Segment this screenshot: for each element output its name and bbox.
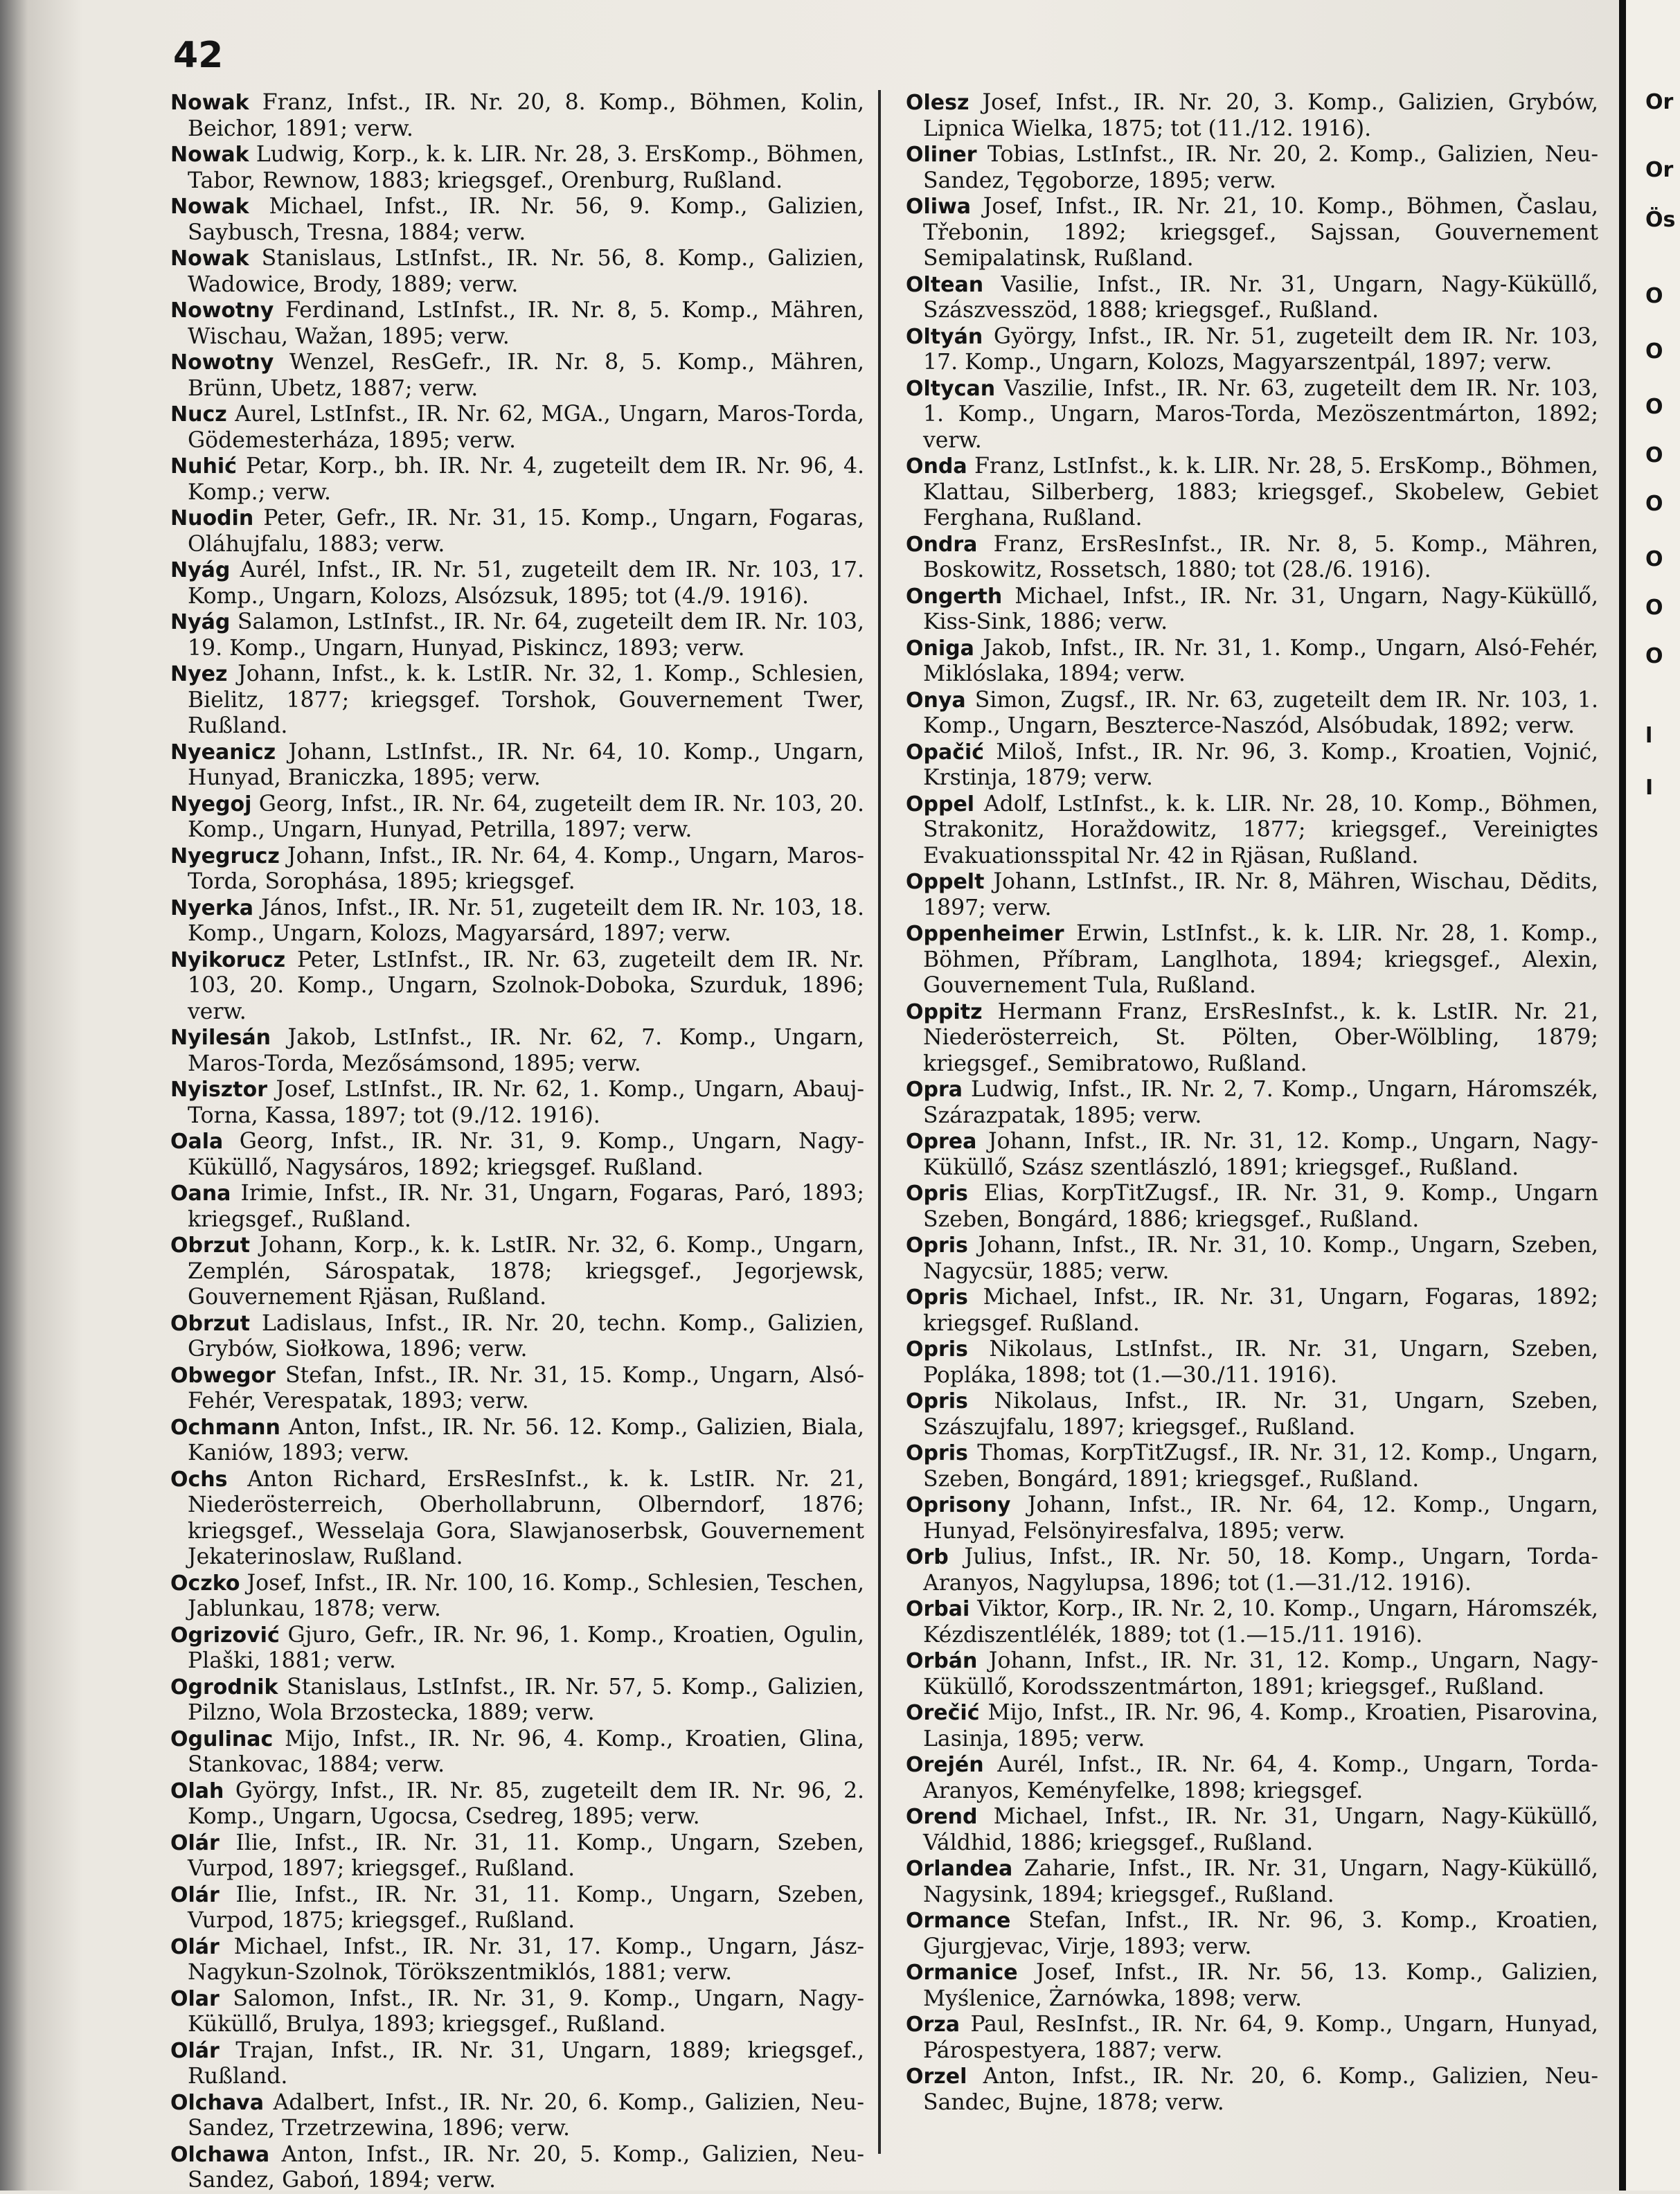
entry-details: Salomon, Infst., IR. Nr. 31, 9. Komp., Ungarn, Nagy-Küküllő, Brulya, 1893; kriegsgef., Rußland.	[188, 1986, 864, 2037]
adjacent-page-edge	[1626, 0, 1680, 2191]
register-entry	[906, 142, 1598, 194]
entry-surname: Nyegoj	[170, 792, 252, 817]
register-entry	[906, 584, 1598, 636]
entry-surname: Ongerth	[906, 584, 1003, 609]
register-entry	[170, 2090, 864, 2142]
entry-details: Johann, Korp., k. k. LstIR. Nr. 32, 6. Komp., Ungarn, Zemplén, Sárospatak, 1878; kriegsgef., Jegorjewsk, Gouvernement Rjäsan, Rußland.	[188, 1233, 864, 1310]
entry-surname: Orend	[906, 1805, 978, 1829]
register-entry	[170, 1727, 864, 1778]
entry-surname: Nyág	[170, 610, 231, 634]
entry-surname: Nowotny	[170, 350, 274, 375]
entry-details: Aurél, Infst., IR. Nr. 51, zugeteilt dem IR. Nr. 103, 17. Komp., Ungarn, Kolozs, Alsózsuk, 1895; tot (4./9. 1916).	[188, 558, 864, 609]
column-divider	[878, 90, 881, 2154]
register-entry	[170, 1571, 864, 1623]
register-entry	[906, 792, 1598, 870]
register-entry	[170, 1467, 864, 1571]
entry-details: György, Infst., IR. Nr. 51, zugeteilt dem IR. Nr. 103, 17. Komp., Ungarn, Kolozs, Magyarszentpál, 1897; verw.	[923, 323, 1598, 375]
adjacent-page-stub: O	[1645, 596, 1663, 620]
register-entry	[906, 1285, 1598, 1337]
entry-surname: Nowotny	[170, 298, 274, 323]
right-column	[906, 90, 1598, 2116]
register-entry	[170, 661, 864, 740]
entry-surname: Onya	[906, 688, 966, 713]
entry-details: Stefan, Infst., IR. Nr. 96, 3. Komp., Kroatien, Gjurgjevac, Virje, 1893; verw.	[923, 1908, 1598, 1959]
register-entry	[906, 921, 1598, 999]
entry-details: Stanislaus, LstInfst., IR. Nr. 57, 5. Komp., Galizien, Pilzno, Wola Brzostecka, 1889; verw.	[188, 1674, 864, 1725]
entry-details: Anton, Infst., IR. Nr. 56. 12. Komp., Galizien, Biala, Kaniów, 1893; verw.	[188, 1414, 864, 1465]
entry-details: Salamon, LstInfst., IR. Nr. 64, zugeteilt dem IR. Nr. 103, 19. Komp., Ungarn, Hunyad, Piskincz, 1893; verw.	[188, 609, 864, 661]
register-entry	[906, 1960, 1598, 2012]
register-entry	[170, 1181, 864, 1233]
entry-details: Irimie, Infst., IR. Nr. 31, Ungarn, Fogaras, Paró, 1893; kriegsgef., Rußland.	[188, 1181, 864, 1232]
entry-details: Johann, LstInfst., IR. Nr. 64, 10. Komp., Ungarn, Hunyad, Braniczka, 1895; verw.	[188, 739, 864, 790]
entry-surname: Nucz	[170, 402, 227, 427]
adjacent-page-stub: O	[1645, 492, 1663, 516]
entry-surname: Orzel	[906, 2064, 967, 2089]
entry-surname: Olchava	[170, 2090, 264, 2115]
entry-details: Ferdinand, LstInfst., IR. Nr. 8, 5. Komp., Mähren, Wischau, Wažan, 1895; verw.	[188, 298, 864, 349]
entry-surname: Opris	[906, 1233, 968, 1258]
entry-surname: Olchawa	[170, 2142, 270, 2167]
entry-details: Anton Richard, ErsResInfst., k. k. LstIR. Nr. 21, Niederösterreich, Oberhollabrunn, Olberndorf, 1876; kriegsgef., Wesselaja Gora, Slawjanoserbsk, Gouvernement Jekaterinoslaw, Rußland.	[188, 1466, 864, 1569]
entry-details: Ilie, Infst., IR. Nr. 31, 11. Komp., Ungarn, Szeben, Vurpod, 1875; kriegsgef., Rußland.	[188, 1882, 864, 1933]
adjacent-page-stub: l	[1645, 724, 1653, 748]
entry-details: Josef, Infst., IR. Nr. 100, 16. Komp., Schlesien, Teschen, Jablunkau, 1878; verw.	[188, 1570, 864, 1621]
register-entry	[906, 636, 1598, 688]
entry-details: Nikolaus, Infst., IR. Nr. 31, Ungarn, Szeben, Szászujfalu, 1897; kriegsgef., Rußland.	[923, 1389, 1598, 1440]
entry-surname: Oltycan	[906, 376, 996, 401]
entry-surname: Opris	[906, 1441, 968, 1465]
entry-details: Mijo, Infst., IR. Nr. 96, 4. Komp., Kroatien, Glina, Stankovac, 1884; verw.	[188, 1726, 864, 1777]
entry-details: Anton, Infst., IR. Nr. 20, 5. Komp., Galizien, Neu-Sandez, Gaboń, 1894; verw.	[188, 2141, 864, 2193]
register-entry	[906, 324, 1598, 376]
entry-surname: Oliwa	[906, 195, 972, 219]
register-entry	[170, 402, 864, 454]
entry-details: Aurel, LstInfst., IR. Nr. 62, MGA., Ungarn, Maros-Torda, Gödemesterháza, 1895; verw.	[188, 402, 864, 453]
register-entry	[170, 609, 864, 661]
register-entry	[906, 869, 1598, 921]
register-entry	[170, 1077, 864, 1129]
register-entry	[170, 844, 864, 895]
register-entry	[906, 1544, 1598, 1596]
entry-details: Stanislaus, LstInfst., IR. Nr. 56, 8. Komp., Galizien, Wadowice, Brody, 1889; verw.	[188, 246, 864, 297]
entry-surname: Nowak	[170, 91, 249, 115]
entry-details: Jakob, LstInfst., IR. Nr. 62, 7. Komp., Ungarn, Maros-Torda, Mezősámsond, 1895; verw.	[188, 1025, 864, 1076]
entry-surname: Ogrizović	[170, 1623, 280, 1648]
register-entry	[906, 194, 1598, 272]
register-entry	[906, 1077, 1598, 1129]
entry-surname: Obrzut	[170, 1311, 250, 1336]
register-entry	[906, 454, 1598, 532]
register-entry	[170, 1363, 864, 1415]
entry-details: Mijo, Infst., IR. Nr. 96, 4. Komp., Kroatien, Pisarovina, Lasinja, 1895; verw.	[923, 1700, 1598, 1751]
register-entry	[906, 376, 1598, 454]
entry-details: Ludwig, Korp., k. k. LIR. Nr. 28, 3. ErsKomp., Böhmen, Tabor, Rewnow, 1883; kriegsgef., Orenburg, Rußland.	[188, 142, 864, 193]
register-entry	[906, 1804, 1598, 1856]
register-entry	[170, 1415, 864, 1467]
entry-surname: Olesz	[906, 91, 969, 115]
page-number: 42	[173, 35, 224, 76]
register-entry	[170, 1675, 864, 1727]
register-entry	[906, 272, 1598, 324]
entry-details: Ilie, Infst., IR. Nr. 31, 11. Komp., Ungarn, Szeben, Vurpod, 1897; kriegsgef., Rußland.	[188, 1830, 864, 1881]
register-entry	[906, 1856, 1598, 1908]
entry-surname: Nyilesán	[170, 1026, 271, 1050]
register-entry	[906, 1648, 1598, 1700]
entry-surname: Opris	[906, 1389, 968, 1413]
register-entry	[170, 947, 864, 1026]
register-entry	[170, 2038, 864, 2090]
entry-surname: Nyegrucz	[170, 844, 280, 868]
entry-details: Nikolaus, LstInfst., IR. Nr. 31, Ungarn, Szeben, Popláka, 1898; tot (1.—30./11. 1916).	[923, 1337, 1598, 1388]
entry-details: Miloš, Infst., IR. Nr. 96, 3. Komp., Kroatien, Vojnić, Krstinja, 1879; verw.	[923, 739, 1598, 790]
adjacent-page-stub: O	[1645, 284, 1663, 308]
entry-details: Michael, Infst., IR. Nr. 31, 17. Komp., Ungarn, Jász-Nagykun-Szolnok, Törökszentmiklós, 1881; verw.	[188, 1934, 864, 1985]
entry-details: Tobias, LstInfst., IR. Nr. 20, 2. Komp., Galizien, Neu-Sandez, Tęgoborze, 1895; verw.	[923, 142, 1598, 193]
register-entry	[170, 506, 864, 558]
entry-surname: Ochs	[170, 1467, 228, 1492]
entry-surname: Nuodin	[170, 506, 254, 530]
entry-surname: Opra	[906, 1078, 963, 1102]
entry-details: Franz, ErsResInfst., IR. Nr. 8, 5. Komp., Mähren, Boskowitz, Rossetsch, 1880; tot (28./6. 1916).	[923, 531, 1598, 582]
entry-details: Michael, Infst., IR. Nr. 31, Ungarn, Fogaras, 1892; kriegsgef. Rußland.	[923, 1285, 1598, 1336]
register-entry	[170, 558, 864, 609]
entry-surname: Oppelt	[906, 870, 985, 894]
entry-details: Julius, Infst., IR. Nr. 50, 18. Komp., Ungarn, Torda-Aranyos, Nagylupsa, 1896; tot (1.—31./12. 1916).	[923, 1544, 1598, 1596]
register-entry	[170, 90, 864, 142]
entry-details: Elias, KorpTitZugsf., IR. Nr. 31, 9. Komp., Ungarn Szeben, Bongárd, 1886; kriegsgef., Rußland.	[923, 1181, 1598, 1232]
entry-surname: Oczko	[170, 1571, 240, 1596]
entry-surname: Ogulinac	[170, 1727, 274, 1751]
entry-details: Johann, Infst., IR. Nr. 31, 12. Komp., Ungarn, Nagy-Küküllő, Korodsszentmárton, 1891; kriegsgef., Rußland.	[923, 1648, 1598, 1700]
entry-surname: Opačić	[906, 740, 985, 765]
register-entry	[170, 298, 864, 350]
register-entry	[170, 895, 864, 947]
register-entry	[170, 1986, 864, 2038]
entry-details: Johann, Infst., IR. Nr. 64, 12. Komp., Ungarn, Hunyad, Felsönyiresfalva, 1895; verw.	[923, 1492, 1598, 1544]
entry-surname: Oniga	[906, 636, 974, 661]
entry-details: Thomas, KorpTitZugsf., IR. Nr. 31, 12. Komp., Ungarn, Szeben, Bongárd, 1891; kriegsgef., Rußland.	[923, 1441, 1598, 1492]
register-entry	[170, 1934, 864, 1986]
entry-details: Adalbert, Infst., IR. Nr. 20, 6. Komp., Galizien, Neu-Sandez, Trzetrzewina, 1896; verw.	[188, 2089, 864, 2141]
register-entry	[906, 1441, 1598, 1492]
entry-surname: Nowak	[170, 143, 249, 167]
entry-surname: Nyez	[170, 662, 228, 686]
register-entry	[906, 740, 1598, 792]
entry-details: Gjuro, Gefr., IR. Nr. 96, 1. Komp., Kroatien, Ogulin, Plaški, 1881; verw.	[188, 1622, 864, 1673]
entry-details: Johann, LstInfst., IR. Nr. 8, Mähren, Wischau, Dĕdits, 1897; verw.	[923, 869, 1598, 920]
entry-surname: Oliner	[906, 143, 977, 167]
register-entry	[170, 2142, 864, 2194]
adjacent-page-stub: O	[1645, 395, 1663, 419]
entry-details: Petar, Korp., bh. IR. Nr. 4, zugeteilt dem IR. Nr. 96, 4. Komp.; verw.	[188, 454, 864, 505]
entry-surname: Orb	[906, 1545, 949, 1569]
entry-details: Franz, LstInfst., k. k. LIR. Nr. 28, 5. ErsKomp., Böhmen, Klattau, Silberberg, 1883; kriegsgef., Skobelew, Gebiet Ferghana, Rußland.	[923, 454, 1598, 530]
register-entry	[170, 1623, 864, 1675]
register-entry	[906, 1596, 1598, 1648]
register-entry	[906, 999, 1598, 1078]
register-entry	[170, 1233, 864, 1311]
adjacent-page-stub: I	[1645, 776, 1654, 800]
entry-surname: Orlandea	[906, 1857, 1013, 1881]
entry-details: Johann, Infst., k. k. LstIR. Nr. 32, 1. Komp., Schlesien, Bielitz, 1877; kriegsgef. Torshok, Gouvernement Twer, Rußland.	[188, 661, 864, 738]
entry-details: Simon, Zugsf., IR. Nr. 63, zugeteilt dem IR. Nr. 103, 1. Komp., Ungarn, Beszterce-Naszód, Alsóbudak, 1892; verw.	[923, 687, 1598, 738]
entry-surname: Oprisony	[906, 1493, 1011, 1517]
register-entry	[170, 1882, 864, 1934]
adjacent-page-stub: Ös	[1645, 208, 1676, 232]
entry-details: Michael, Infst., IR. Nr. 31, Ungarn, Nagy-Küküllő, Kiss-Sink, 1886; verw.	[923, 583, 1598, 634]
entry-surname: Olár	[170, 1830, 220, 1855]
register-entry	[906, 2064, 1598, 2116]
entry-surname: Oala	[170, 1130, 224, 1154]
register-entry	[906, 1389, 1598, 1441]
entry-surname: Oppel	[906, 792, 975, 817]
register-entry	[906, 1700, 1598, 1752]
register-entry	[170, 246, 864, 298]
register-entry	[906, 1129, 1598, 1181]
adjacent-page-stub: O	[1645, 443, 1663, 467]
entry-surname: Ogrodnik	[170, 1675, 278, 1700]
entry-details: Ludwig, Infst., IR. Nr. 2, 7. Komp., Ungarn, Háromszék, Szárazpatak, 1895; verw.	[923, 1077, 1598, 1128]
entry-surname: Olah	[170, 1778, 224, 1803]
entry-details: Stefan, Infst., IR. Nr. 31, 15. Komp., Ungarn, Alsó-Fehér, Verespatak, 1893; verw.	[188, 1362, 864, 1413]
entry-details: Anton, Infst., IR. Nr. 20, 6. Komp., Galizien, Neu-Sandec, Bujne, 1878; verw.	[923, 2064, 1598, 2115]
entry-details: Viktor, Korp., IR. Nr. 2, 10. Komp., Ungarn, Háromszék, Kézdiszentlélék, 1889; tot (1.—15./11. 1916).	[923, 1596, 1598, 1648]
entry-details: Ladislaus, Infst., IR. Nr. 20, techn. Komp., Galizien, Grybów, Siołkowa, 1896; verw.	[188, 1310, 864, 1362]
adjacent-page-stub: O	[1645, 339, 1663, 364]
register-entry	[170, 454, 864, 506]
entry-details: Josef, Infst., IR. Nr. 56, 13. Komp., Galizien, Myślenice, Żarnówka, 1898; verw.	[923, 1960, 1598, 2011]
entry-surname: Orbai	[906, 1597, 970, 1621]
register-entry	[170, 1830, 864, 1882]
entry-surname: Opris	[906, 1337, 968, 1362]
entry-surname: Nyeanicz	[170, 740, 276, 765]
adjacent-page-stub: O	[1645, 547, 1663, 571]
register-entry	[906, 532, 1598, 584]
entry-details: Trajan, Infst., IR. Nr. 31, Ungarn, 1889; kriegsgef., Rußland.	[188, 2037, 864, 2089]
register-entry	[170, 1025, 864, 1077]
entry-details: Zaharie, Infst., IR. Nr. 31, Ungarn, Nagy-Küküllő, Nagysink, 1894; kriegsgef., Rußland.	[923, 1856, 1598, 1907]
register-entry	[906, 90, 1598, 142]
entry-surname: Obrzut	[170, 1233, 250, 1258]
entry-details: Wenzel, ResGefr., IR. Nr. 8, 5. Komp., Mähren, Brünn, Ubetz, 1887; verw.	[188, 350, 864, 401]
left-column	[170, 90, 864, 2194]
entry-surname: Nuhić	[170, 454, 237, 479]
entry-surname: Nowak	[170, 195, 249, 219]
entry-details: Peter, Gefr., IR. Nr. 31, 15. Komp., Ungarn, Fogaras, Oláhujfalu, 1883; verw.	[188, 506, 864, 557]
entry-details: Georg, Infst., IR. Nr. 64, zugeteilt dem IR. Nr. 103, 20. Komp., Ungarn, Hunyad, Petrilla, 1897; verw.	[188, 791, 864, 842]
register-entry	[906, 1233, 1598, 1285]
entry-surname: Olár	[170, 1882, 220, 1907]
entry-surname: Ondra	[906, 532, 978, 557]
entry-surname: Ormance	[906, 1909, 1011, 1933]
register-entry	[170, 792, 864, 844]
entry-details: Michael, Infst., IR. Nr. 56, 9. Komp., Galizien, Saybusch, Tresna, 1884; verw.	[188, 194, 864, 245]
entry-surname: Nyisztor	[170, 1078, 268, 1102]
register-entry	[170, 1129, 864, 1181]
register-entry	[170, 142, 864, 194]
entry-surname: Oprea	[906, 1130, 977, 1154]
entry-surname: Nyág	[170, 558, 231, 582]
entry-surname: Nowak	[170, 247, 249, 271]
register-entry	[906, 1752, 1598, 1804]
entry-details: Vasilie, Infst., IR. Nr. 31, Ungarn, Nagy-Küküllő, Szászvesszöd, 1888; kriegsgef., Rußland.	[923, 271, 1598, 323]
entry-details: Michael, Infst., IR. Nr. 31, Ungarn, Nagy-Küküllő, Váldhid, 1886; kriegsgef., Rußland.	[923, 1804, 1598, 1855]
register-entry	[906, 1908, 1598, 1960]
entry-surname: Obwegor	[170, 1363, 276, 1388]
entry-details: Josef, LstInfst., IR. Nr. 62, 1. Komp., Ungarn, Abauj-Torna, Kassa, 1897; tot (9./12. 1916).	[188, 1077, 864, 1128]
entry-surname: Orza	[906, 2013, 960, 2037]
entry-surname: Opris	[906, 1285, 968, 1310]
entry-details: Erwin, LstInfst., k. k. LIR. Nr. 28, 1. Komp., Böhmen, Příbram, Langlhota, 1894; kriegsgef., Alexin, Gouvernement Tula, Rußland.	[923, 921, 1598, 998]
entry-details: Franz, Infst., IR. Nr. 20, 8. Komp., Böhmen, Kolin, Beichor, 1891; verw.	[188, 90, 864, 141]
entry-surname: Olár	[170, 1934, 220, 1959]
entry-surname: Nyerka	[170, 895, 253, 920]
entry-surname: Oppenheimer	[906, 922, 1064, 946]
register-entry	[170, 194, 864, 246]
entry-details: Peter, LstInfst., IR. Nr. 63, zugeteilt dem IR. Nr. 103, 20. Komp., Ungarn, Szolnok-Doboka, Szurduk, 1896; verw.	[188, 947, 864, 1024]
entry-surname: Olar	[170, 1986, 220, 2011]
entry-details: Jakob, Infst., IR. Nr. 31, 1. Komp., Ungarn, Alsó-Fehér, Miklóslaka, 1894; verw.	[923, 635, 1598, 686]
register-entry	[170, 1311, 864, 1363]
entry-details: Adolf, LstInfst., k. k. LIR. Nr. 28, 10. Komp., Böhmen, Strakonitz, Horaždowitz, 1877; kriegsgef., Vereinigtes Evakuationsspital Nr. 42 in Rjäsan, Rußland.	[923, 791, 1598, 868]
entry-surname: Oltean	[906, 272, 984, 297]
entry-details: Johann, Infst., IR. Nr. 31, 12. Komp., Ungarn, Nagy-Küküllő, Szász szentlászló, 1891; kriegsgef., Rußland.	[923, 1129, 1598, 1180]
entry-details: Johann, Infst., IR. Nr. 31, 10. Komp., Ungarn, Szeben, Nagycsür, 1885; verw.	[923, 1233, 1598, 1284]
entry-details: Vaszilie, Infst., IR. Nr. 63, zugeteilt dem IR. Nr. 103, 1. Komp., Ungarn, Maros-Torda, Mezöszentmárton, 1892; verw.	[923, 375, 1598, 453]
entry-details: Hermann Franz, ErsResInfst., k. k. LstIR. Nr. 21, Niederösterreich, St. Pölten, Ober-Wölbling, 1879; kriegsgef., Semibratowo, Rußland.	[923, 999, 1598, 1076]
entry-details: János, Infst., IR. Nr. 51, zugeteilt dem IR. Nr. 103, 18. Komp., Ungarn, Kolozs, Magyarsárd, 1897; verw.	[188, 895, 864, 946]
entry-details: Georg, Infst., IR. Nr. 31, 9. Komp., Ungarn, Nagy-Küküllő, Nagysáros, 1892; kriegsgef. Rußland.	[188, 1129, 864, 1180]
entry-details: Josef, Infst., IR. Nr. 20, 3. Komp., Galizien, Grybów, Lipnica Wielka, 1875; tot (11./12. 1916).	[923, 90, 1598, 141]
entry-surname: Orečić	[906, 1701, 980, 1725]
adjacent-page-stub: O	[1645, 644, 1663, 668]
register-entry	[170, 1778, 864, 1830]
register-entry	[170, 350, 864, 402]
entry-details: Johann, Infst., IR. Nr. 64, 4. Komp., Ungarn, Maros-Torda, Sorophása, 1895; kriegsgef.	[188, 843, 864, 894]
entry-details: Josef, Infst., IR. Nr. 21, 10. Komp., Böhmen, Časlau, Třebonin, 1892; kriegsgef., Sajssan, Gouvernement Semipalatinsk, Rußland.	[923, 194, 1598, 271]
adjacent-page-stub: Or	[1645, 90, 1674, 114]
entry-surname: Olár	[170, 2038, 220, 2063]
entry-surname: Orbán	[906, 1649, 978, 1673]
adjacent-page-stub: Or	[1645, 158, 1674, 182]
entry-details: György, Infst., IR. Nr. 85, zugeteilt dem IR. Nr. 96, 2. Komp., Ungarn, Ugocsa, Csedreg, 1895; verw.	[188, 1778, 864, 1829]
entry-details: Paul, ResInfst., IR. Nr. 64, 9. Komp., Ungarn, Hunyad, Párospestyera, 1887; verw.	[923, 2012, 1598, 2063]
register-entry	[906, 1492, 1598, 1544]
entry-surname: Orején	[906, 1753, 984, 1777]
entry-details: Aurél, Infst., IR. Nr. 64, 4. Komp., Ungarn, Torda-Aranyos, Keményfelke, 1898; kriegsgef.	[923, 1752, 1598, 1803]
entry-surname: Opris	[906, 1181, 968, 1206]
entry-surname: Nyikorucz	[170, 947, 286, 972]
register-entry	[170, 740, 864, 792]
entry-surname: Ochmann	[170, 1415, 280, 1440]
entry-surname: Onda	[906, 454, 967, 479]
register-entry	[906, 1337, 1598, 1389]
entry-surname: Ormanice	[906, 1961, 1018, 1985]
entry-surname: Oltyán	[906, 324, 983, 349]
register-entry	[906, 2012, 1598, 2064]
entry-surname: Oana	[170, 1181, 231, 1206]
entry-surname: Oppitz	[906, 999, 983, 1024]
register-entry	[906, 688, 1598, 740]
register-entry	[906, 1181, 1598, 1233]
